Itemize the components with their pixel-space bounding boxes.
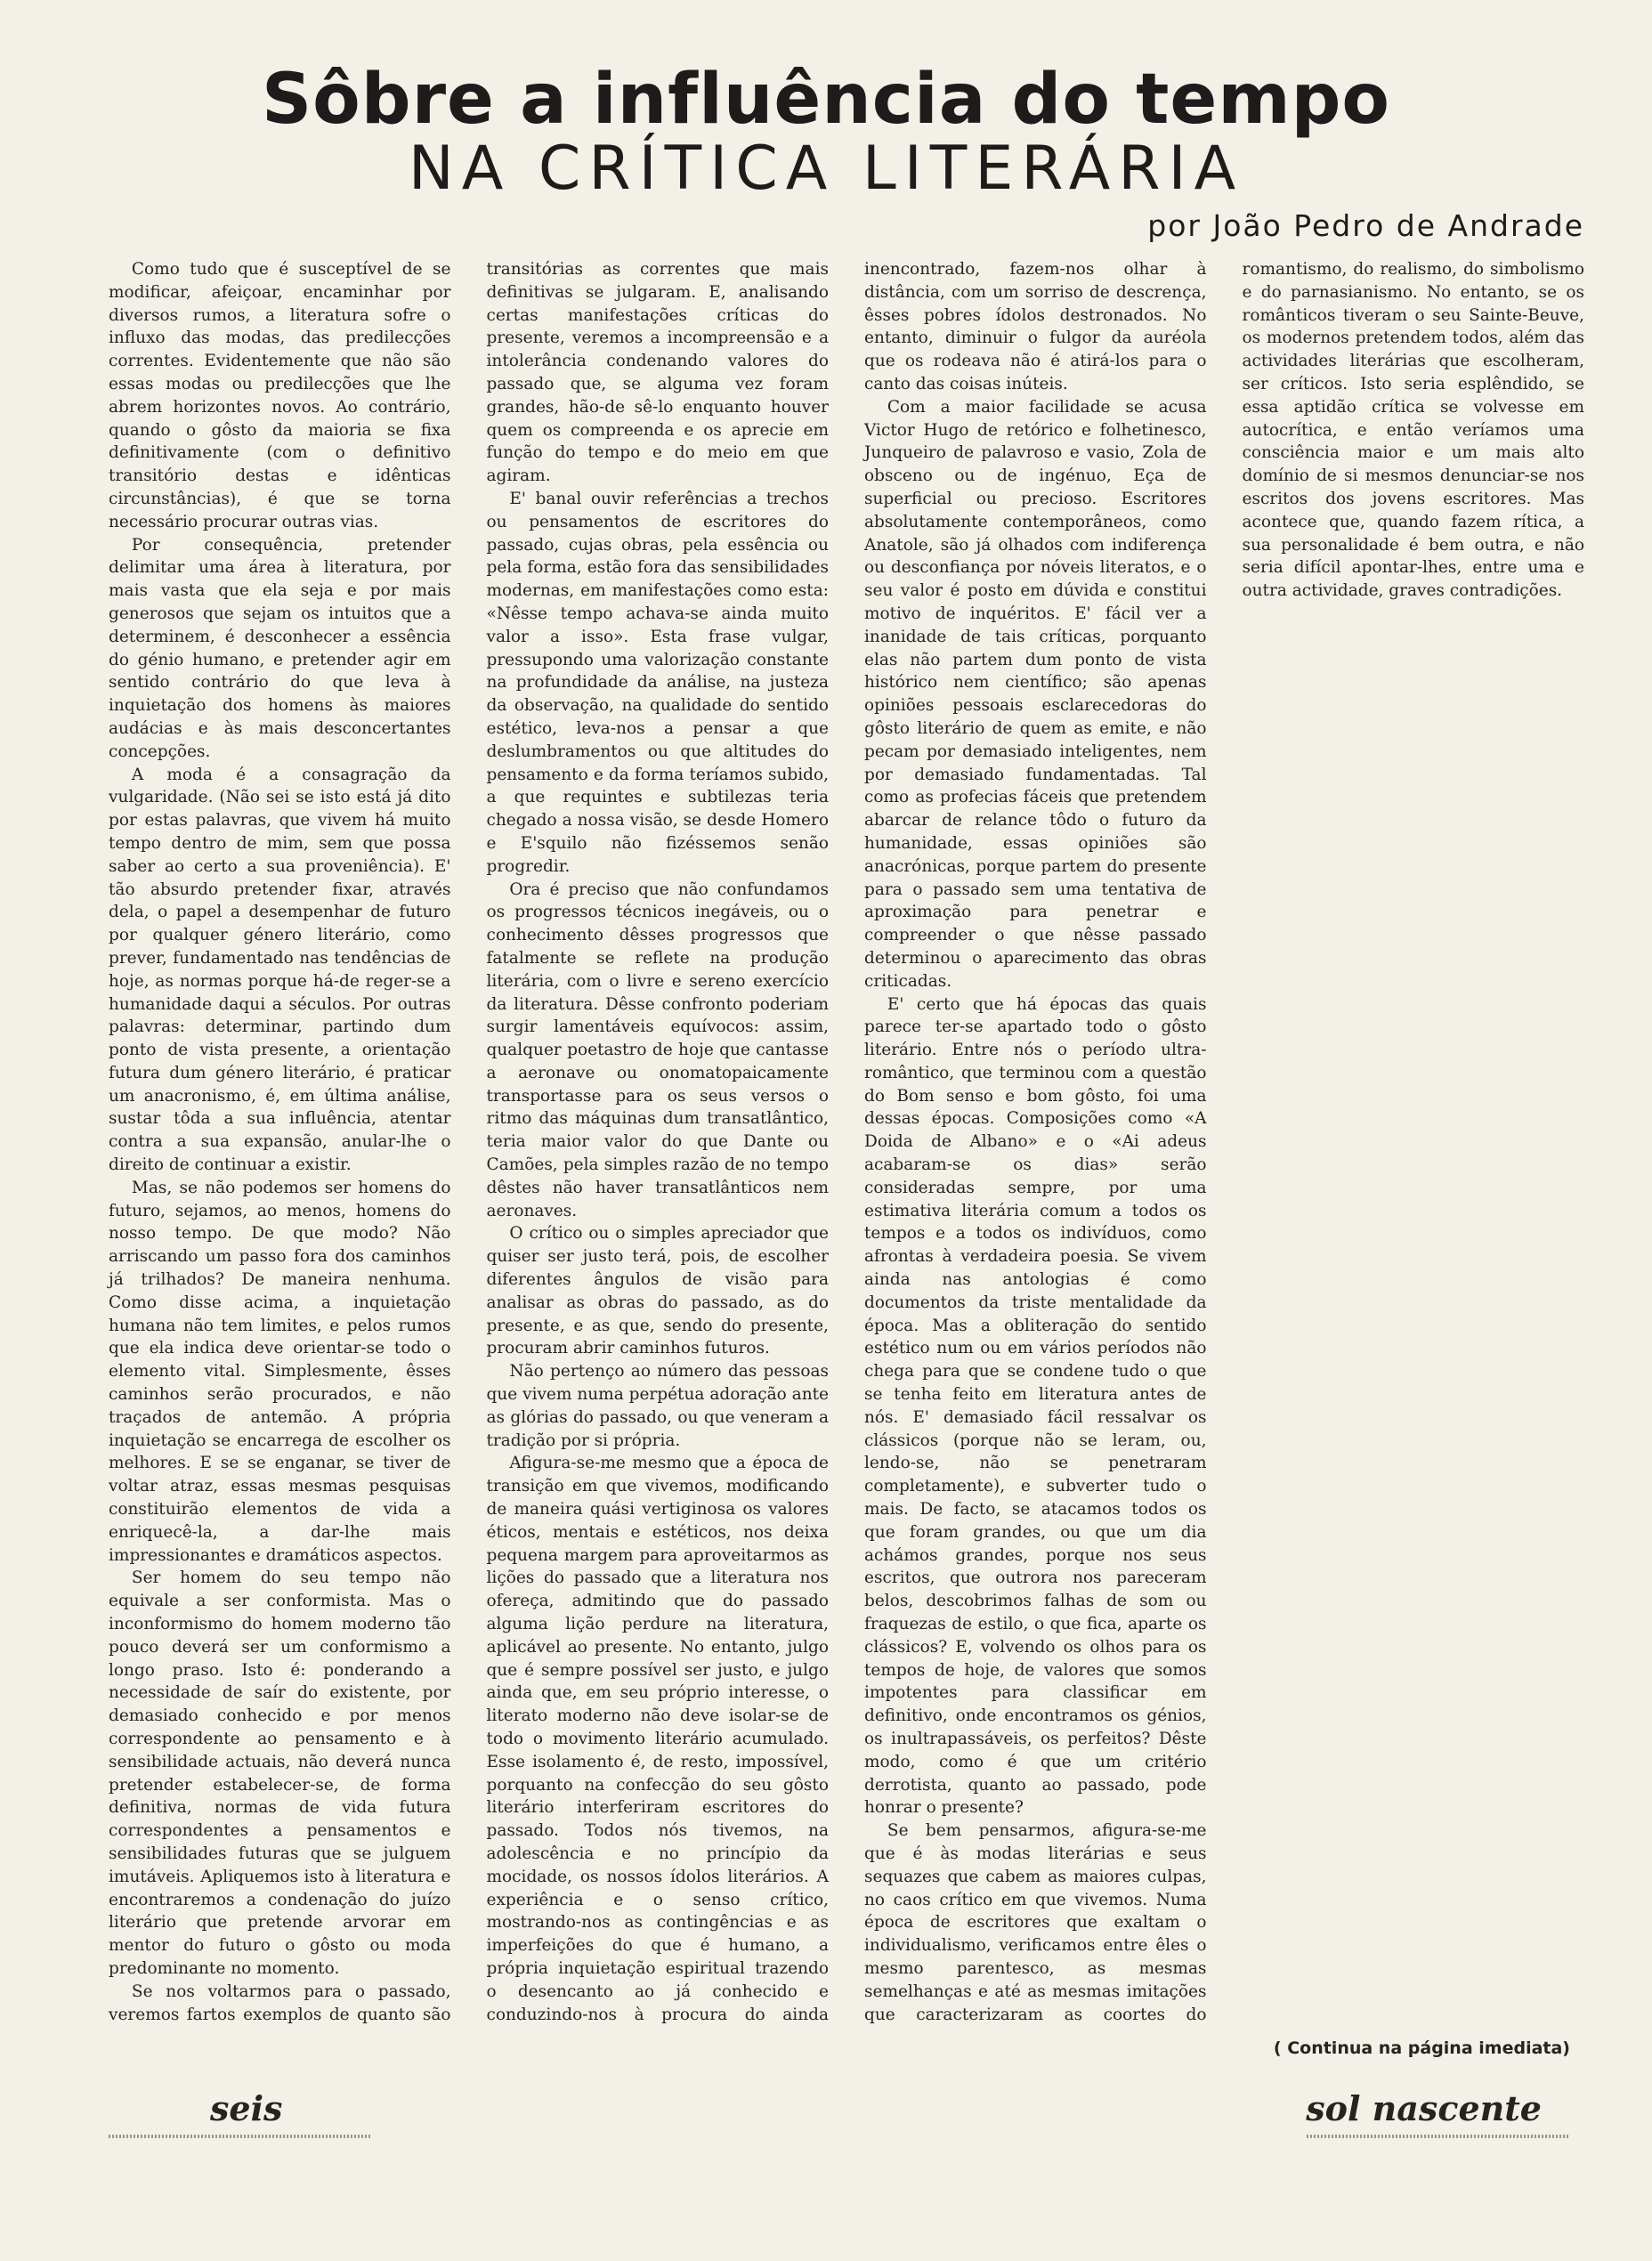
paragraph: Mas, se não podemos ser homens do futuro, sejamos, ao menos, homens do nosso tempo. De que modo? Não arriscando um passo fora dos caminhos já trilhados? De maneira nenhuma. Como disse acima, a inquietação humana não tem limites, e pelos rumos que ela indica deve orientar-se todo o elemento vital. Simplesmente, êsses caminhos serão procurados, e não traçados de antemão. A própria inquietação se encarrega de escolher os melhores. E se se enganar, se tiver de voltar atraz, essas mesmas pesquisas constituirão elementos de vida a enriquecê-la, a dar-lhe mais impressionantes e dramáticos aspectos.	[109, 1178, 451, 1565]
continuation-note: ( Continua na página imediata)	[1273, 2038, 1570, 2058]
paragraph: E' banal ouvir referências a trechos ou pensamentos de escritores do passado, cujas obras, pela essência ou pela forma, estão fora das sensibilidades modernas, em manifestações como esta: «Nêsse tempo achava-se ainda muito valor a isso». Esta frase vulgar, pressupondo uma valorização constante na profundidade da análise, na justeza da observação, na qualidade do sentido estético, leva-nos a pensar a que deslumbramentos ou que altitudes do pensamento e da forma teríamos subido, a que requintes e subtilezas teria chegado a nossa visão, se desde Homero e E'squilo não fizéssemos senão progredir.	[486, 489, 829, 876]
paragraph: E' certo que há épocas das quais parece ter-se apartado todo o gôsto literário. Entre nós o período ultra-romântico, que terminou com a questão do Bom senso e bom gôsto, foi uma dessas épocas. Composições como «A Doida de Albano» e o «Ai adeus acabaram-se os dias» serão consideradas sempre, por uma estimativa literária comum a todos os tempos e a todos os indivíduos, como afrontas à verdadeira poesia. Se vivem ainda nas antologias é como documentos da triste mentalidade da época. Mas a obliteração do sentido estético num ou em vários períodos não chega para que se condene tudo o que se tenha feito em literatura antes de nós. E' demasiado fácil ressalvar os clássicos (porque não se leram, ou, lendo-se, não se penetraram completamente), e subverter tudo o mais. De facto, se atacamos todos os que foram grandes, ou que um dia achámos grandes, porque nos seus escritos, que outrora nos pareceram belos, descobrimos falhas de som ou fraquezas de estilo, o que fica, aparte os clássicos? E, volvendo os olhos para os tempos de hoje, de valores que somos impotentes para classificar em definitivo, onde encontramos os génios, os inultrapassáveis, os perfeitos? Dêste modo, como é que um critério derrotista, quanto ao passado, pode honrar o presente?	[864, 994, 1207, 1818]
paragraph: Afigura-se-me mesmo que a época de transição em que vivemos, modificando de maneira quási vertiginosa os valores éticos, mentais e estéticos, nos deixa pequena margem para aproveitarmos as lições do passado que a literatura nos ofereça, admitindo que do passado alguma lição perdure na literatura, aplicável ao presente. No entanto, julgo que é sempre possível ser justo, e julgo ainda que, em seu próprio interesse, o literato moderno não deve isolar-se de todo o movimento literário acumulado. Esse isolamento é, de resto, impossível, porquanto na confecção do seu gôsto literário interferiram escritores do passado. Todos nós tivemos, na adolescência e no princípio da mocidade, os nossos ídolos literários. A experiência e o senso crítico, mostrando-nos as contingências e as imperfeições do que é humano, a própria inquietação espiritual trazendo o desencanto ao já conhecido e conduzindo-nos à procura do ainda inencontrado, fazem-nos olhar à distância, com um sorriso de descrença, êsses pobres ídolos destronados. No entanto, diminuir o fulgor da auréola que os rodeava não é atirá-los para o canto das coisas inúteis.	[486, 260, 1207, 2024]
article-title: Sôbre a influência do tempo	[261, 60, 1391, 140]
paragraph: Por consequência, pretender delimitar uma área à literatura, por mais vasta que ela seja e por mais generosos que sejam os intuitos que a determinem, é desconhecer a essência do génio humano, e pretender agir em sentido contrário do que leva à inquietação dos homens às maiores audácias e às mais desconcertantes concepções.	[109, 535, 451, 761]
paragraph: Ora é preciso que não confundamos os progressos técnicos inegáveis, ou o conhecimento dêsses progressos que fatalmente se reflete na produção literária, com o livre e sereno exercício da literatura. Dêsse confronto poderiam surgir lamentáveis equívocos: assim, qualquer poetastro de hoje que cantasse a aeronave ou onomatopaicamente transportasse para os seus versos o ritmo das máquinas dum transatlântico, teria maior valor do que Dante ou Camões, pela simples razão de no tempo dêstes não haver transatlânticos nem aeronaves.	[486, 879, 829, 1220]
paragraph: O crítico ou o simples apreciador que quiser ser justo terá, pois, de escolher diferentes ângulos de visão para analisar as obras do passado, as do presente, e as que, sendo do presente, procuram abrir caminhos futuros.	[486, 1224, 829, 1358]
footer-rule-right	[1307, 2135, 1570, 2138]
paragraph: Se nos voltarmos para o passado, veremos fartos exemplos de quanto são transitórias as correntes que mais definitivas se julgaram. E, analisando certas manifestações críticas do presente, veremos a incompreensão e a intolerância condenando valores do passado que, se alguma vez foram grandes, hão-de sê-lo enquanto houver quem os compreenda e os aprecie em função do tempo e do meio em que agiram.	[109, 260, 829, 2024]
paragraph: Ser homem do seu tempo não equivale a ser conformista. Mas o inconformismo do homem moderno tão pouco deverá ser um conformismo a longo praso. Isto é: ponderando a necessidade de saír do existente, por demasiado conhecido e por menos correspondente ao pensamento e à sensibilidade actuais, não deverá nunca pretender estabelecer-se, de forma definitiva, normas de vida futura correspondentes a pensamentos e sensibilidades futuras que se julguem imutáveis. Apliquemos isto à literatura e encontraremos a condenação do juízo literário que pretende arvorar em mentor do futuro o gôsto ou moda predominante no momento.	[109, 1568, 451, 1978]
paragraph: Como tudo que é susceptível de se modificar, afeiçoar, encaminhar por diversos rumos, a literatura sofre o influxo das modas, das predilecções correntes. Evidentemente que não são essas modas ou predilecções que lhe abrem horizontes novos. Ao contrário, quando o gôsto da maioria se fixa definitivamente (com o definitivo transitório destas e idênticas circunstâncias), é que se torna necessário procurar outras vias.	[109, 260, 451, 531]
author-byline: por João Pedro de Andrade	[1147, 208, 1584, 243]
footer-rule-left	[109, 2135, 372, 2138]
paragraph: Não pertenço ao número das pessoas que vivem numa perpétua adoração ante as glórias do passado, ou que veneram a tradição por si própria.	[486, 1362, 829, 1450]
page-folio-right: sol nascente	[1306, 2088, 1542, 2128]
paragraph: Com a maior facilidade se acusa Victor Hugo de retórico e folhetinesco, Junqueiro de palavroso e vasio, Zola de obsceno ou de ingénuo, Eça de superficial ou precioso. Escritores absolutamente contemporâneos, como Anatole, são já olhados com indiferença ou desconfiança por nóveis literatos, e o seu valor é posto em dúvida e constitui motivo de inquéritos. E' fácil ver a inanidade de tais críticas, porquanto elas não partem dum ponto de vista histórico nem científico; são apenas opiniões pessoais esclarecedoras do gôsto literário de quem as emite, e não pecam por demasiado inteligentes, nem por demasiado fundamentadas. Tal como as profecias fáceis que pretendem abarcar de relance tôdo o futuro da humanidade, essas opiniões são anacrónicas, porque partem do presente para o passado sem uma tentativa de aproximação para penetrar e compreender o que nêsse passado determinou o aparecimento das obras criticadas.	[864, 397, 1207, 991]
paragraph: A moda é a consagração da vulgaridade. (Não sei se isto está já dito por estas palavras, que vivem há muito tempo dentro de mim, sem que possa saber ao certo a sua proveniência). E' tão absurdo pretender fixar, através dela, o papel a desempenhar de futuro por qualquer género literário, como prever, fundamentado nas tendências de hoje, as normas porque há-de reger-se a humanidade daqui a séculos. Por outras palavras: determinar, partindo dum ponto de vista presente, a orientação futura dum género literário, é praticar um anacronismo, é, em última análise, sustar tôda a sua influência, atentar contra a sua expansão, anular-lhe o direito de continuar a existir.	[109, 765, 451, 1175]
article-body	[109, 258, 1584, 2038]
page-folio-left: seis	[210, 2088, 283, 2128]
article-subtitle: NA CRÍTICA LITERÁRIA	[408, 134, 1244, 204]
paragraph: Se bem pensarmos, afigura-se-me que é às modas literárias e seus sequazes que cabem as maiores culpas, no caos crítico em que vivemos. Numa época de escritores que exaltam o individualismo, verificamos entre êles o mesmo parentesco, as mesmas semelhanças e até as mesmas imitações que caracterizaram as coortes do romantismo, do realismo, do simbolismo e do parnasianismo. No entanto, se os românticos tiveram o seu Sainte-Beuve, os modernos pretendem todos, além das actividades literárias que escolheram, ser críticos. Isto seria esplêndido, se essa aptidão crítica se volvesse em autocrítica, e então veríamos uma consciência maior e um mais alto domínio de si mesmos denunciar-se nos escritos dos jovens escritores. Mas acontece que, quando fazem rítica, a sua personalidade é bem outra, e não seria difícil apontar-lhes, entre uma e outra actividade, graves contradições.	[864, 260, 1584, 2024]
